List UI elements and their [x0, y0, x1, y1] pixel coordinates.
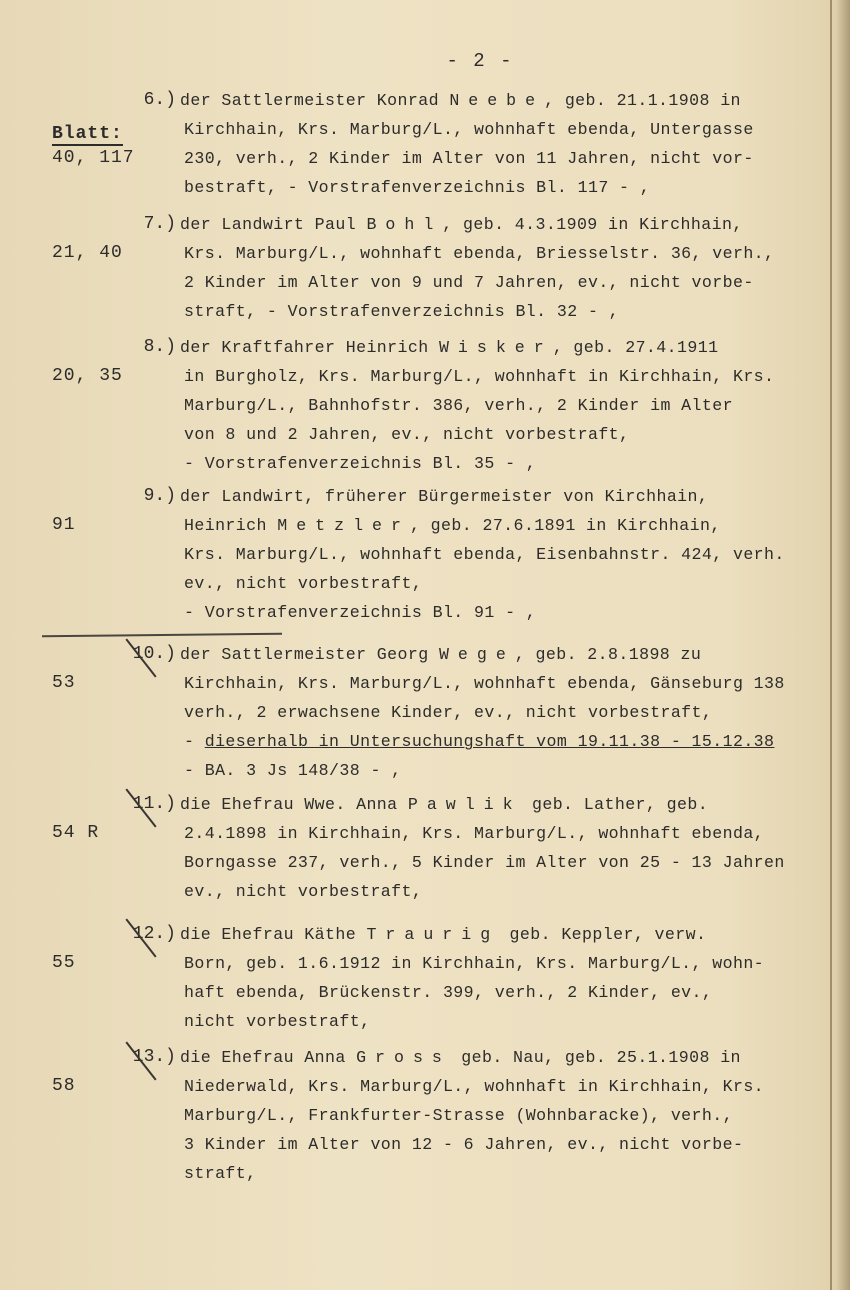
text-line: nicht vorbestraft,	[184, 1012, 371, 1031]
line-suffix: , geb. 21.1.1908 in	[544, 91, 741, 110]
text-line: straft, - Vorstrafenverzeichnis Bl. 32 - ,	[184, 302, 620, 321]
line-prefix: die Ehefrau Anna	[180, 1048, 357, 1067]
entry-text	[180, 210, 830, 326]
line-prefix: der Kraftfahrer Heinrich	[180, 338, 439, 357]
text-line: Kirchhain, Krs. Marburg/L., wohnhaft ebenda, Untergasse	[184, 120, 754, 139]
margin-sheet-reference: 53	[52, 673, 76, 693]
text-line: in Burgholz, Krs. Marburg/L., wohnhaft in Kirchhain, Krs.	[184, 367, 775, 386]
text-line: - Vorstrafenverzeichnis Bl. 35 - ,	[184, 454, 537, 473]
text-line: - Vorstrafenverzeichnis Bl. 91 - ,	[184, 603, 537, 622]
line-prefix: die Ehefrau Wwe. Anna	[180, 795, 408, 814]
text-line	[180, 640, 830, 669]
line-prefix: der Landwirt Paul	[180, 215, 367, 234]
text-line	[180, 511, 830, 540]
entry-number: 11.)	[132, 794, 176, 814]
section-divider-stroke	[42, 633, 282, 638]
line-suffix: , geb. 4.3.1909 in Kirchhain,	[442, 215, 743, 234]
text-line: 2.4.1898 in Kirchhain, Krs. Marburg/L., wohnhaft ebenda,	[184, 824, 765, 843]
spaced-surname: Metzler	[277, 516, 410, 535]
text-line: 2 Kinder im Alter von 9 und 7 Jahren, ev., nicht vorbe-	[184, 273, 754, 292]
entry-number: 9.)	[143, 486, 176, 506]
entry-text	[180, 333, 830, 478]
entry-text	[180, 86, 830, 202]
underlined-text: dieserhalb in Untersuchungshaft vom 19.11.38 - 15.12.38	[204, 732, 775, 751]
text-line	[180, 1043, 830, 1072]
margin-sheet-reference: 55	[52, 953, 76, 973]
page-edge-shadow	[836, 0, 850, 1290]
entry-text	[180, 920, 830, 1036]
spaced-surname: Pawlik	[407, 795, 522, 814]
text-line	[180, 86, 830, 115]
text-line	[180, 790, 830, 819]
text-line	[180, 333, 830, 362]
entry-number: 7.)	[143, 214, 176, 234]
spaced-surname: Bohl	[366, 215, 443, 234]
text-line	[180, 727, 830, 756]
line-suffix: geb. Nau, geb. 25.1.1908 in	[450, 1048, 741, 1067]
text-line	[180, 920, 830, 949]
line-prefix: -	[184, 732, 205, 751]
text-line: von 8 und 2 Jahren, ev., nicht vorbestraft,	[184, 425, 630, 444]
text-line	[180, 210, 830, 239]
text-line: der Landwirt, früherer Bürgermeister von Kirchhain,	[180, 487, 709, 506]
text-line: 230, verh., 2 Kinder im Alter von 11 Jahren, nicht vor-	[184, 149, 754, 168]
text-line: ev., nicht vorbestraft,	[184, 574, 423, 593]
entry-number: 8.)	[143, 337, 176, 357]
text-line: Niederwald, Krs. Marburg/L., wohnhaft in Kirchhain, Krs.	[184, 1077, 765, 1096]
entry-number: 13.)	[132, 1047, 176, 1067]
text-line: Krs. Marburg/L., wohnhaft ebenda, Briesselstr. 36, verh.,	[184, 244, 775, 263]
spaced-surname: Traurig	[366, 925, 500, 944]
line-suffix: , geb. 27.6.1891 in Kirchhain,	[409, 516, 721, 535]
margin-sheet-reference: 40, 117	[52, 148, 135, 168]
line-suffix: , geb. 2.8.1898 zu	[514, 645, 702, 664]
blatt-margin-label: Blatt:	[52, 124, 123, 144]
page-edge-line	[830, 0, 832, 1290]
spaced-surname: Wisker	[438, 338, 553, 357]
text-line: haft ebenda, Brückenstr. 399, verh., 2 Kinder, ev.,	[184, 983, 713, 1002]
spaced-surname: Wege	[438, 645, 515, 664]
entry-number: 6.)	[143, 90, 176, 110]
text-line: Marburg/L., Frankfurter-Strasse (Wohnbaracke), verh.,	[184, 1106, 733, 1125]
text-line: ev., nicht vorbestraft,	[184, 882, 423, 901]
line-suffix: geb. Keppler, verw.	[499, 925, 707, 944]
text-line: straft,	[184, 1164, 257, 1183]
line-suffix: geb. Lather, geb.	[521, 795, 709, 814]
text-line: 3 Kinder im Alter von 12 - 6 Jahren, ev., nicht vorbe-	[184, 1135, 744, 1154]
text-line: verh., 2 erwachsene Kinder, ev., nicht vorbestraft,	[184, 703, 713, 722]
margin-sheet-reference: 21, 40	[52, 243, 123, 263]
spaced-surname: Gross	[356, 1048, 451, 1067]
text-line: Krs. Marburg/L., wohnhaft ebenda, Eisenbahnstr. 424, verh.	[184, 545, 785, 564]
entry-number: 10.)	[132, 644, 176, 664]
text-line: - BA. 3 Js 148/38 - ,	[184, 761, 402, 780]
entry-text	[180, 482, 830, 627]
text-line: Marburg/L., Bahnhofstr. 386, verh., 2 Kinder im Alter	[184, 396, 733, 415]
line-suffix: , geb. 27.4.1911	[552, 338, 719, 357]
text-line: Born, geb. 1.6.1912 in Kirchhain, Krs. Marburg/L., wohn-	[184, 954, 765, 973]
margin-sheet-reference: 58	[52, 1076, 76, 1096]
page-number: - 2 -	[446, 50, 514, 72]
text-line: Kirchhain, Krs. Marburg/L., wohnhaft ebenda, Gänseburg 138	[184, 674, 785, 693]
margin-sheet-reference: 54 R	[52, 823, 100, 843]
line-prefix: der Sattlermeister Konrad	[180, 91, 450, 110]
margin-sheet-reference: 91	[52, 515, 76, 535]
entry-text	[180, 640, 830, 785]
text-line: Borngasse 237, verh., 5 Kinder im Alter von 25 - 13 Jahren	[184, 853, 785, 872]
text-line: bestraft, - Vorstrafenverzeichnis Bl. 117 - ,	[184, 178, 651, 197]
line-prefix: die Ehefrau Käthe	[180, 925, 367, 944]
line-prefix: Heinrich	[184, 516, 278, 535]
entry-number: 12.)	[132, 924, 176, 944]
entry-text	[180, 790, 830, 906]
line-prefix: der Sattlermeister Georg	[180, 645, 439, 664]
margin-sheet-reference: 20, 35	[52, 366, 123, 386]
entry-text	[180, 1043, 830, 1188]
spaced-surname: Neebe	[449, 91, 545, 110]
